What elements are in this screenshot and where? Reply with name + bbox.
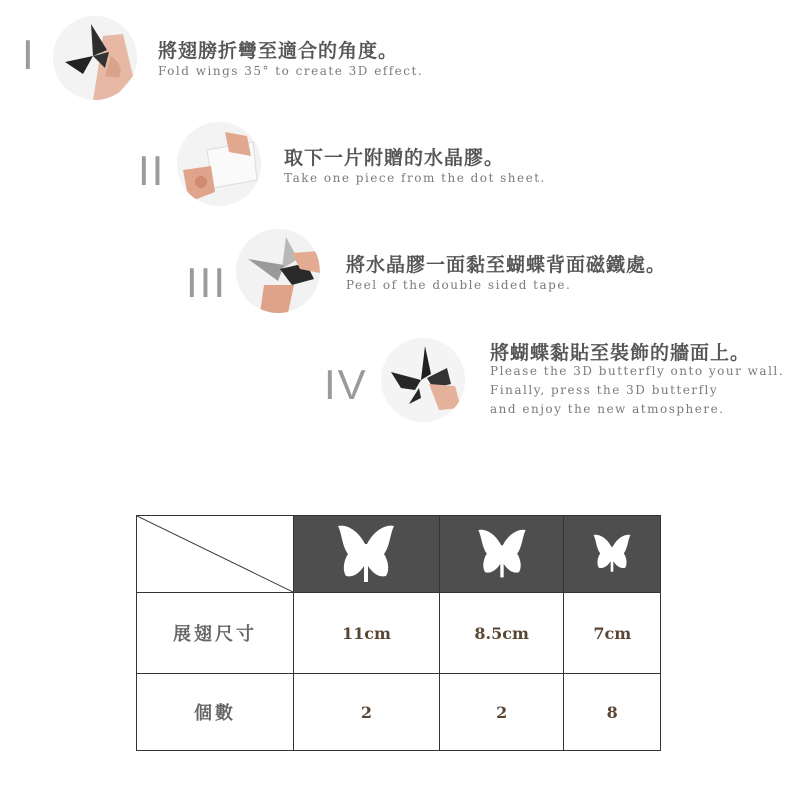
butterfly-small-icon — [591, 531, 633, 573]
step-3-photo — [236, 229, 320, 313]
step-3-text-en — [346, 276, 571, 295]
step-1-photo — [53, 16, 137, 100]
step-2-numeral: II — [138, 147, 166, 194]
table-header-cell-small — [564, 516, 661, 593]
quantity-large: 2 — [294, 674, 440, 751]
step-2-photo — [177, 122, 261, 206]
hand-holding-dot-sheet-icon — [177, 122, 261, 206]
step-4-photo — [381, 338, 465, 422]
step-1-en-line-1: Fold wings 35° to create 3D effect. — [158, 64, 424, 78]
table-corner-cell — [137, 516, 294, 593]
quantity-label: 個數 — [137, 674, 294, 751]
diagonal-line — [137, 516, 293, 592]
table-header-cell-medium — [439, 516, 564, 593]
step-2-en-line-1: Take one piece from the dot sheet. — [284, 171, 546, 185]
hand-folding-butterfly-icon — [53, 16, 137, 100]
table-header-cell-large — [294, 516, 440, 593]
butterfly-medium-icon — [475, 525, 529, 579]
step-1-title-zh: 將翅膀折彎至適合的角度。 — [158, 40, 399, 62]
wingspan-label: 展翅尺寸 — [137, 593, 294, 674]
size-table — [136, 515, 661, 751]
wingspan-medium: 8.5cm — [439, 593, 564, 674]
table-row-wingspan — [137, 593, 661, 674]
table-header-row — [137, 516, 661, 593]
butterfly-on-wall-icon — [381, 338, 465, 422]
butterfly-large-icon — [334, 520, 398, 584]
step-4-en-line-3: and enjoy the new atmosphere. — [490, 402, 725, 416]
step-2-text-en — [284, 169, 546, 188]
quantity-small: 8 — [564, 674, 661, 751]
step-3-title-zh: 將水晶膠一面黏至蝴蝶背面磁鐵處。 — [346, 254, 667, 276]
table-row-quantity — [137, 674, 661, 751]
step-3-numeral: III — [186, 259, 228, 306]
step-1-text-en — [158, 62, 423, 81]
step-4-en-line-2: Finally, press the 3D butterfly — [490, 383, 719, 397]
wingspan-small: 7cm — [564, 593, 661, 674]
quantity-medium: 2 — [439, 674, 564, 751]
step-4-title-zh: 將蝴蝶黏貼至裝飾的牆面上。 — [490, 342, 751, 364]
step-4-text-en — [490, 362, 784, 419]
step-4-en-line-1: Please the 3D butterfly onto your wall. — [490, 364, 785, 378]
step-3-en-line-1: Peel of the double sided tape. — [346, 278, 572, 292]
hand-applying-tape-icon — [236, 229, 320, 313]
step-2-title-zh: 取下一片附贈的水晶膠。 — [284, 147, 505, 169]
step-4-numeral: IV — [324, 361, 368, 408]
step-1-numeral: I — [22, 31, 36, 78]
wingspan-large: 11cm — [294, 593, 440, 674]
